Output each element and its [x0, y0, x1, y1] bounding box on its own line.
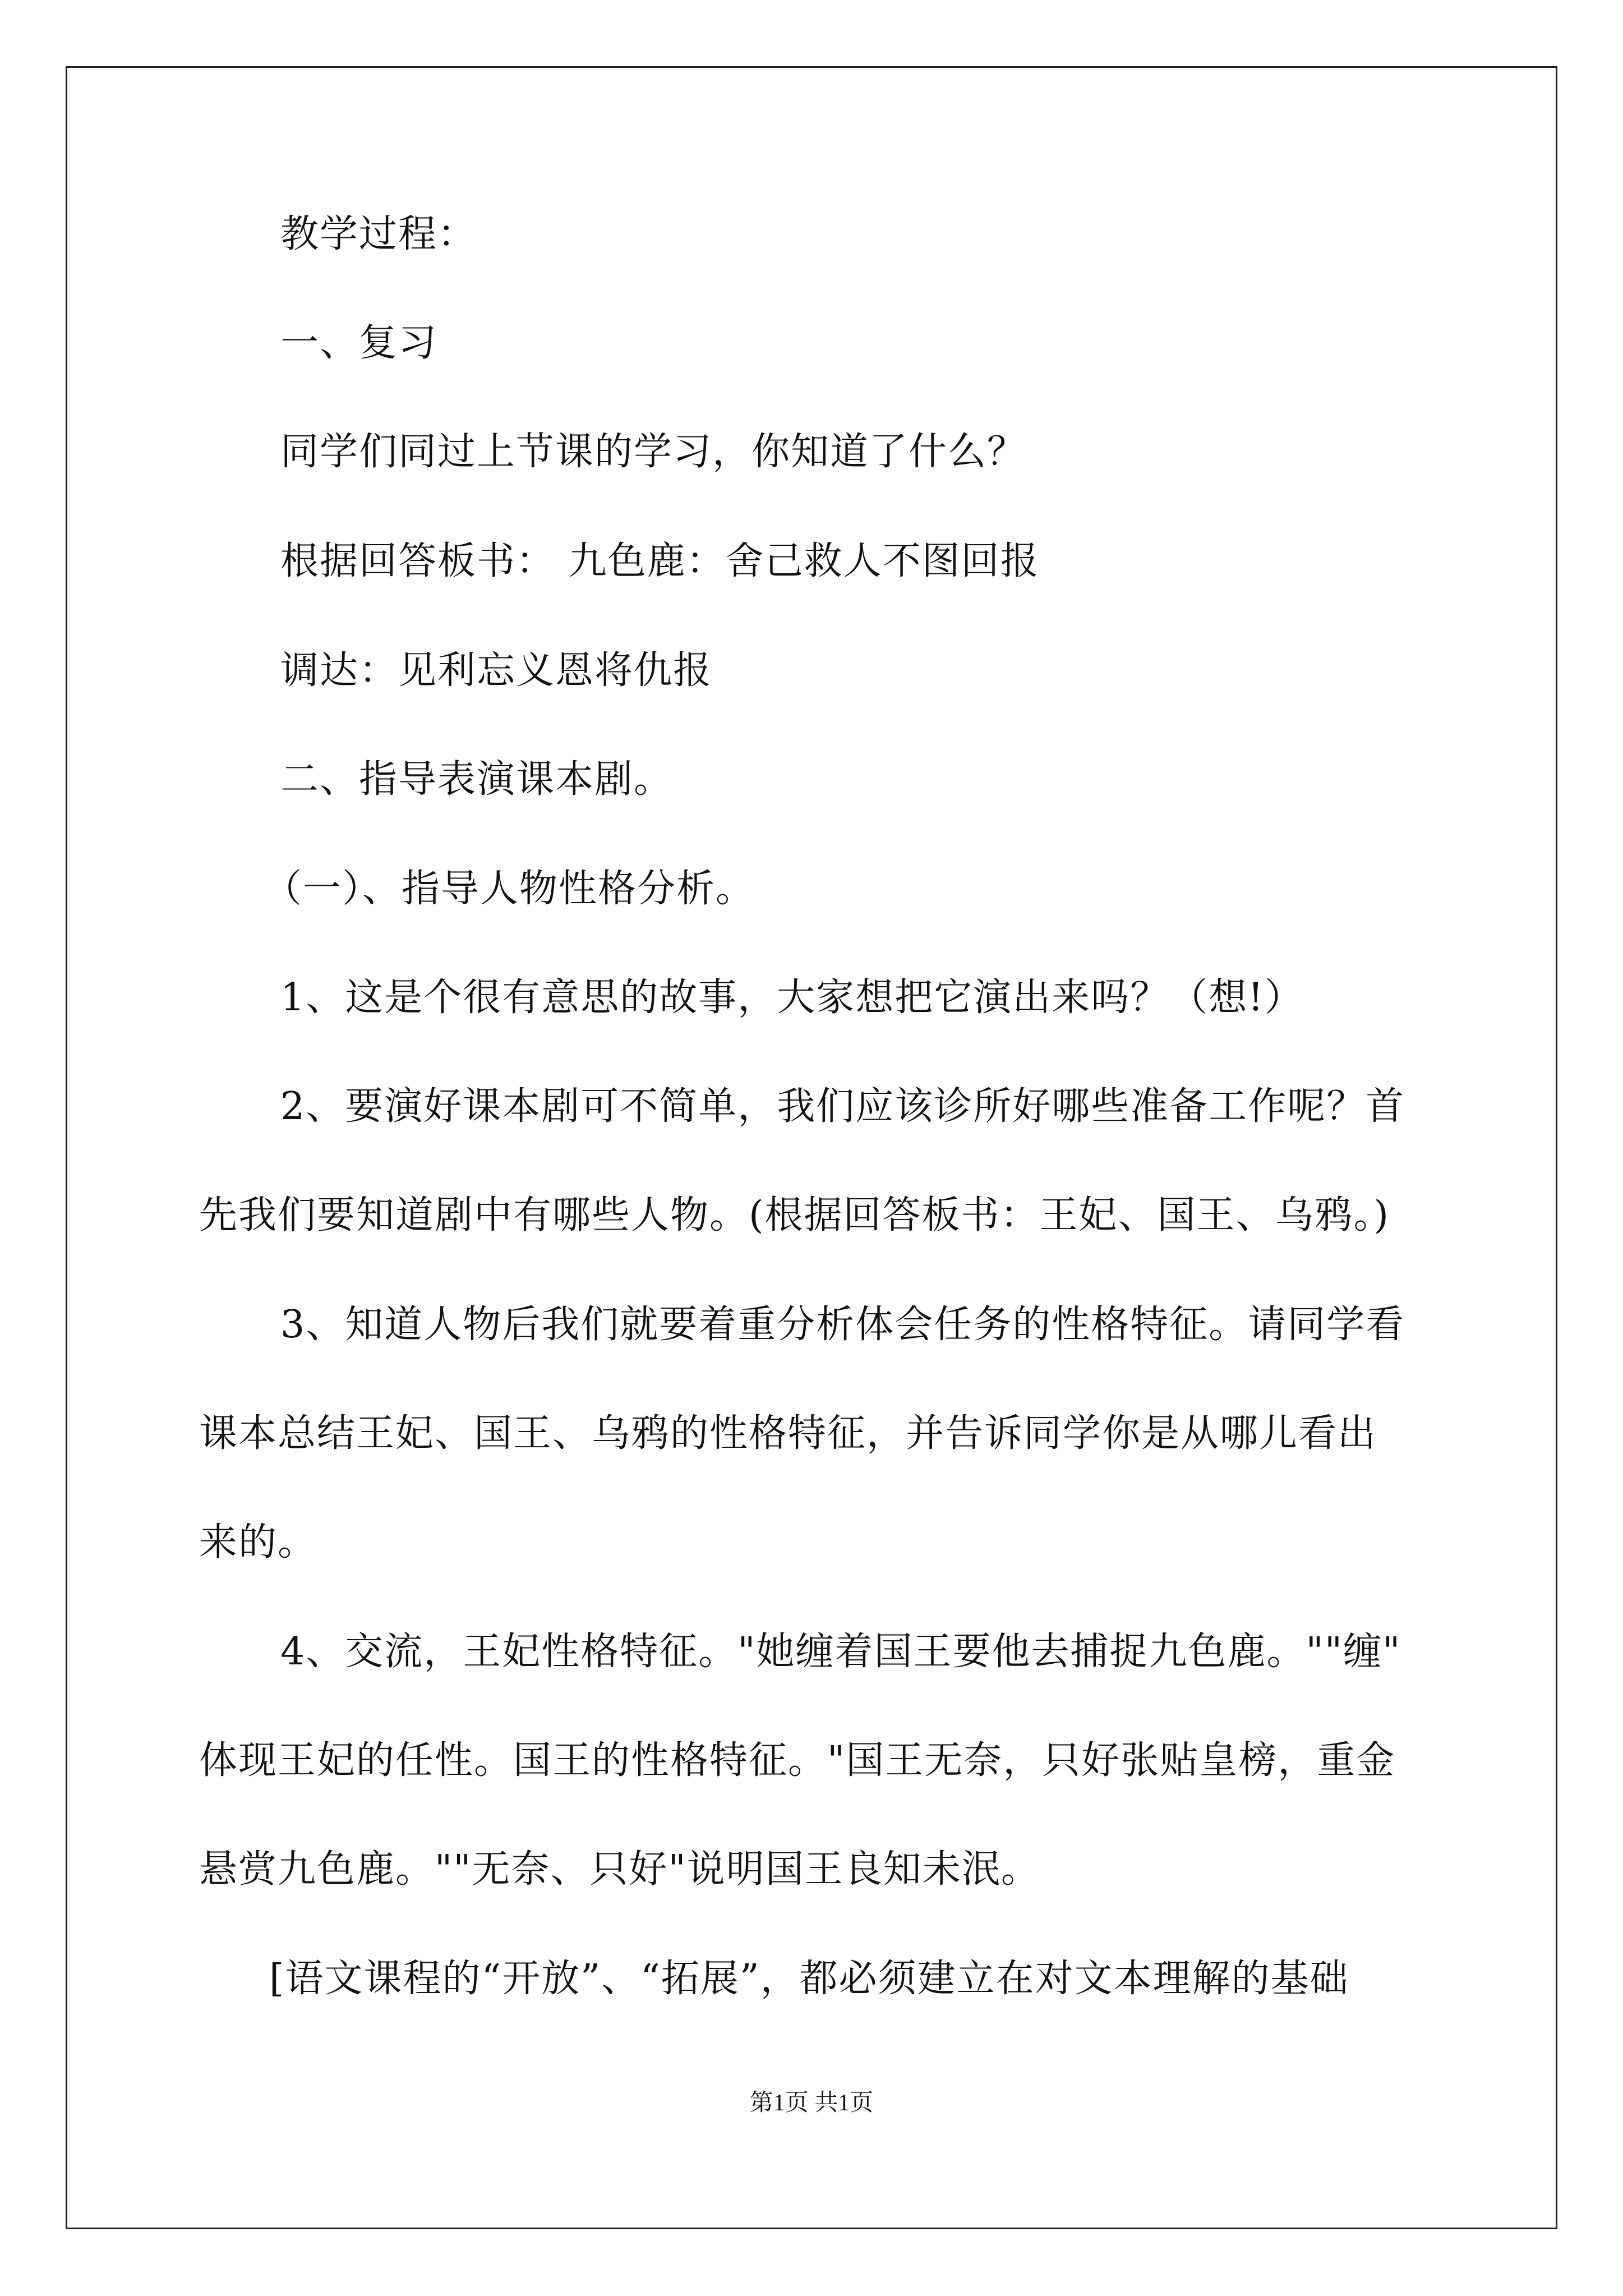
- section-heading: 一、复习: [280, 321, 438, 365]
- text-line: 先我们要知道剧中有哪些人物。(根据回答板书：王妃、国王、乌鸦。): [199, 1193, 1390, 1237]
- subsection-heading: （一）、指导人物性格分析。: [264, 867, 755, 911]
- page-number-footer: 第1页 共1页: [749, 2090, 874, 2116]
- text-line: 来的。: [199, 1520, 317, 1565]
- text-line: 4、交流，王妃性格特征。"她缠着国王要他去捕捉九色鹿。""缠": [280, 1630, 1401, 1674]
- text-line: 悬赏九色鹿。""无奈、只好"说明国王良知未泯。: [199, 1847, 1040, 1892]
- section-heading: 二、指导表演课本剧。: [280, 757, 674, 802]
- page-border: [66, 66, 1557, 2229]
- text-line: 3、知道人物后我们就要着重分析体会任务的性格特征。请同学看: [280, 1303, 1405, 1347]
- text-line: 教学过程：: [280, 212, 477, 256]
- text-line: 1、这是个很有意思的故事，大家想把它演出来吗？（想!）: [280, 976, 1304, 1020]
- text-line: [语文课程的“开放”、“拓展”，都必须建立在对文本理解的基础: [269, 1957, 1349, 2001]
- text-line: 2、要演好课本剧可不简单，我们应该诊所好哪些准备工作呢？首: [280, 1084, 1405, 1129]
- text-line: 根据回答板书： 九色鹿：舍己救人不图回报: [280, 539, 1040, 583]
- text-line: 同学们同过上节课的学习，你知道了什么？: [280, 430, 1027, 474]
- text-line: 体现王妃的任性。国王的性格特征。"国王无奈，只好张贴皇榜，重金: [199, 1738, 1396, 1783]
- text-line: 课本总结王妃、国王、乌鸦的性格特征，并告诉同学你是从哪儿看出: [199, 1411, 1377, 1456]
- text-line: 调达：见利忘义恩将仇报: [280, 648, 713, 693]
